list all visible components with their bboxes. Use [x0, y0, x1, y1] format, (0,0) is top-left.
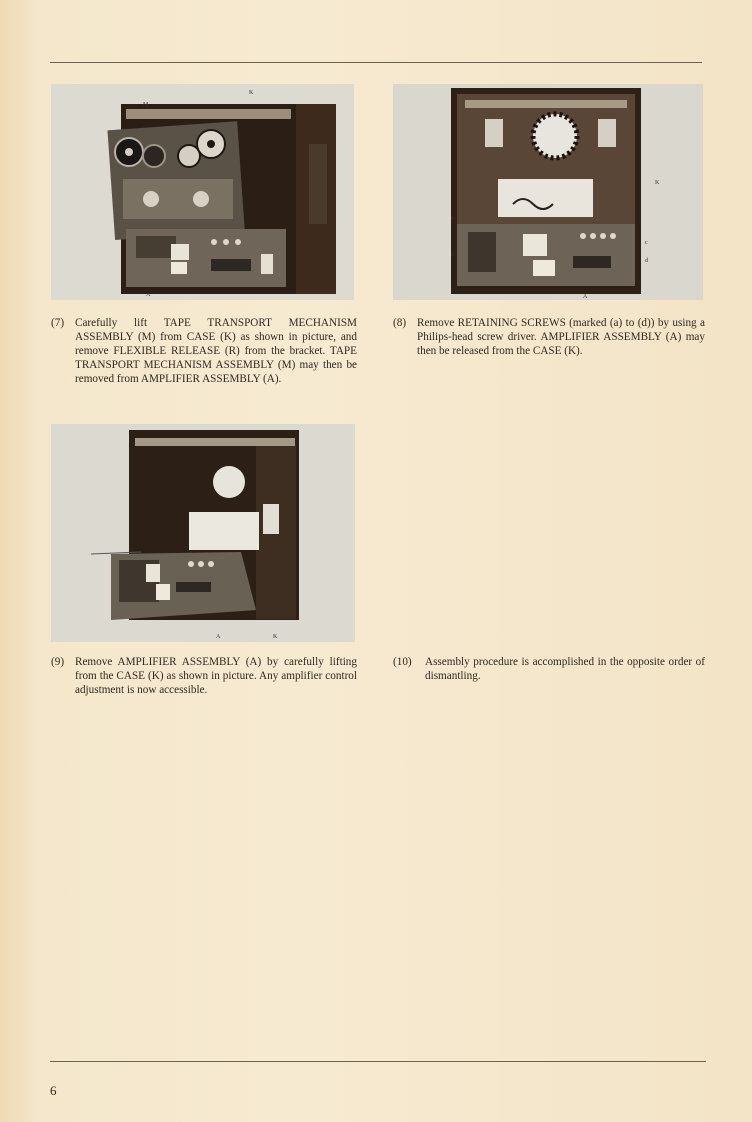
photo2-label-d: d — [645, 258, 648, 264]
photo1-label-m: M — [143, 102, 149, 108]
photo3-label-a: A — [216, 634, 221, 640]
caption-step-8 — [393, 317, 705, 359]
tape-recorder-photo-3 — [51, 424, 355, 642]
photo2-label-c: c — [645, 240, 648, 246]
caption-text: Remove RETAINING SCREWS (marked (a) to (d)) by using a Philips-head screw driver. AMPLIFIER ASSEMBLY (A) may then be released from the CASE (K). — [417, 317, 705, 357]
caption-step-7 — [51, 317, 357, 387]
photo2-label-amp: A — [583, 294, 588, 300]
photo-tape-transport-removal — [51, 84, 354, 300]
tape-recorder-photo-1 — [51, 84, 354, 300]
caption-text: Carefully lift TAPE TRANSPORT MECHANISM ASSEMBLY (M) from CASE (K) as shown in picture, and remove FLEXIBLE RELEASE (R) from the bracket. TAPE TRANSPORT MECHANISM ASSEMBLY (M) may then be removed from AMPLIFIER ASSEMBLY (A). — [75, 317, 357, 385]
bottom-rule — [50, 1061, 706, 1062]
photo3-label-k: K — [273, 634, 278, 640]
caption-step-10 — [393, 656, 705, 684]
caption-step-9 — [51, 656, 357, 698]
caption-number: (8) — [393, 317, 407, 329]
caption-number: (7) — [51, 317, 65, 329]
tape-recorder-photo-2 — [393, 84, 703, 300]
caption-number: (10) — [393, 656, 412, 668]
caption-text: Remove AMPLIFIER ASSEMBLY (A) by carefully lifting from the CASE (K) as shown in picture. Any amplifier control adjustment is now accessible. — [75, 656, 357, 696]
top-rule — [50, 62, 702, 63]
caption-text: Assembly procedure is accomplished in the opposite order of dismantling. — [425, 656, 705, 682]
photo2-label-k: K — [655, 180, 660, 186]
photo1-label-a: A — [146, 292, 151, 298]
caption-number: (9) — [51, 656, 65, 668]
photo-retaining-screws — [393, 84, 703, 300]
photo-amplifier-lifting — [51, 424, 355, 642]
page-number: 6 — [50, 1083, 57, 1098]
photo2-label-b: b — [451, 252, 454, 258]
photo1-label-k: K — [249, 90, 254, 96]
photo2-label-a: a — [451, 215, 454, 221]
